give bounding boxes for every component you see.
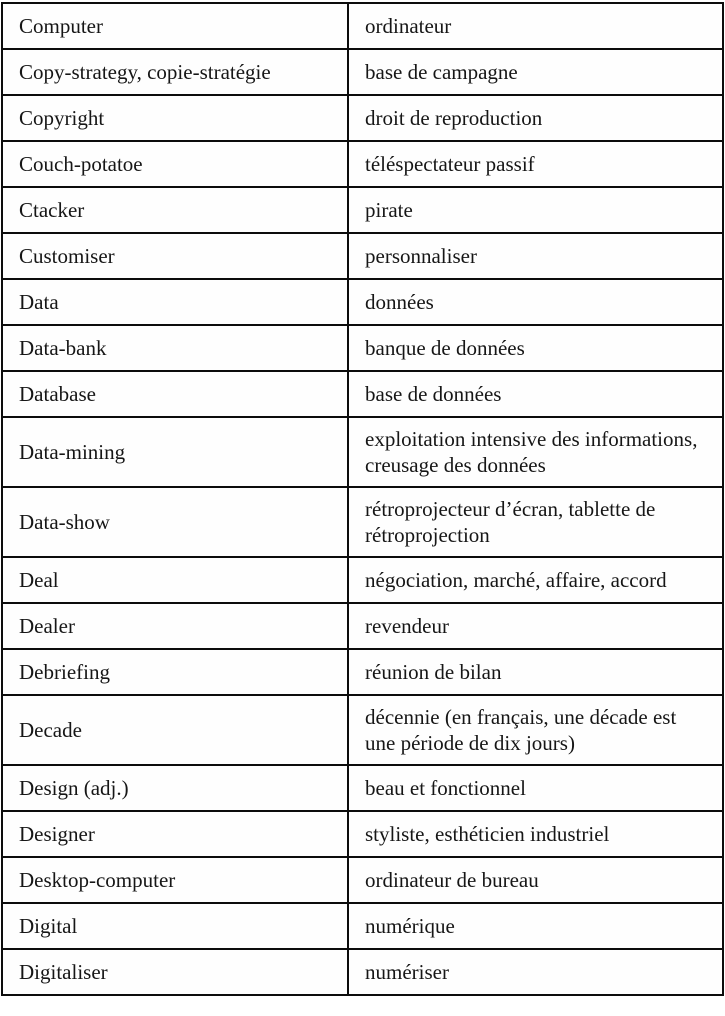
term-cell: Design (adj.) bbox=[2, 765, 348, 811]
translation-cell: ordinateur de bureau bbox=[348, 857, 723, 903]
table-row bbox=[2, 649, 723, 695]
table-row bbox=[2, 557, 723, 603]
translation-cell: exploitation intensive des informations, creusage des données bbox=[348, 417, 723, 487]
table-row bbox=[2, 279, 723, 325]
translation-cell: banque de données bbox=[348, 325, 723, 371]
translation-cell: données bbox=[348, 279, 723, 325]
term-cell: Database bbox=[2, 371, 348, 417]
term-cell: Digital bbox=[2, 903, 348, 949]
term-cell: Debriefing bbox=[2, 649, 348, 695]
term-cell: Computer bbox=[2, 3, 348, 49]
table-row bbox=[2, 325, 723, 371]
table-row bbox=[2, 949, 723, 995]
term-cell: Digitaliser bbox=[2, 949, 348, 995]
term-cell: Data bbox=[2, 279, 348, 325]
table-row bbox=[2, 95, 723, 141]
term-cell: Designer bbox=[2, 811, 348, 857]
translation-cell: rétroprojecteur d’écran, tablette de rétroprojection bbox=[348, 487, 723, 557]
table-row bbox=[2, 765, 723, 811]
translation-cell: styliste, esthéticien industriel bbox=[348, 811, 723, 857]
table-row bbox=[2, 603, 723, 649]
table-row bbox=[2, 811, 723, 857]
table-row bbox=[2, 903, 723, 949]
translation-cell: numériser bbox=[348, 949, 723, 995]
translation-cell: numérique bbox=[348, 903, 723, 949]
term-cell: Data-mining bbox=[2, 417, 348, 487]
table-row bbox=[2, 857, 723, 903]
translation-cell: négociation, marché, affaire, accord bbox=[348, 557, 723, 603]
term-cell: Copy-strategy, copie-stratégie bbox=[2, 49, 348, 95]
translation-cell: droit de reproduction bbox=[348, 95, 723, 141]
table-row bbox=[2, 141, 723, 187]
table-row bbox=[2, 487, 723, 557]
table-row bbox=[2, 371, 723, 417]
table-row bbox=[2, 49, 723, 95]
term-cell: Data-bank bbox=[2, 325, 348, 371]
translation-cell: personnaliser bbox=[348, 233, 723, 279]
term-cell: Decade bbox=[2, 695, 348, 765]
term-cell: Copyright bbox=[2, 95, 348, 141]
term-cell: Couch-potatoe bbox=[2, 141, 348, 187]
glossary-table-body bbox=[2, 3, 723, 995]
translation-cell: revendeur bbox=[348, 603, 723, 649]
term-cell: Deal bbox=[2, 557, 348, 603]
translation-cell: ordinateur bbox=[348, 3, 723, 49]
table-row bbox=[2, 695, 723, 765]
table-row bbox=[2, 187, 723, 233]
table-row bbox=[2, 417, 723, 487]
table-row bbox=[2, 3, 723, 49]
term-cell: Data-show bbox=[2, 487, 348, 557]
term-cell: Ctacker bbox=[2, 187, 348, 233]
translation-cell: téléspectateur passif bbox=[348, 141, 723, 187]
table-row bbox=[2, 233, 723, 279]
term-cell: Customiser bbox=[2, 233, 348, 279]
translation-cell: décennie (en français, une décade est une période de dix jours) bbox=[348, 695, 723, 765]
translation-cell: pirate bbox=[348, 187, 723, 233]
translation-cell: beau et fonctionnel bbox=[348, 765, 723, 811]
glossary-table bbox=[1, 2, 724, 996]
translation-cell: réunion de bilan bbox=[348, 649, 723, 695]
translation-cell: base de données bbox=[348, 371, 723, 417]
term-cell: Desktop-computer bbox=[2, 857, 348, 903]
term-cell: Dealer bbox=[2, 603, 348, 649]
translation-cell: base de campagne bbox=[348, 49, 723, 95]
